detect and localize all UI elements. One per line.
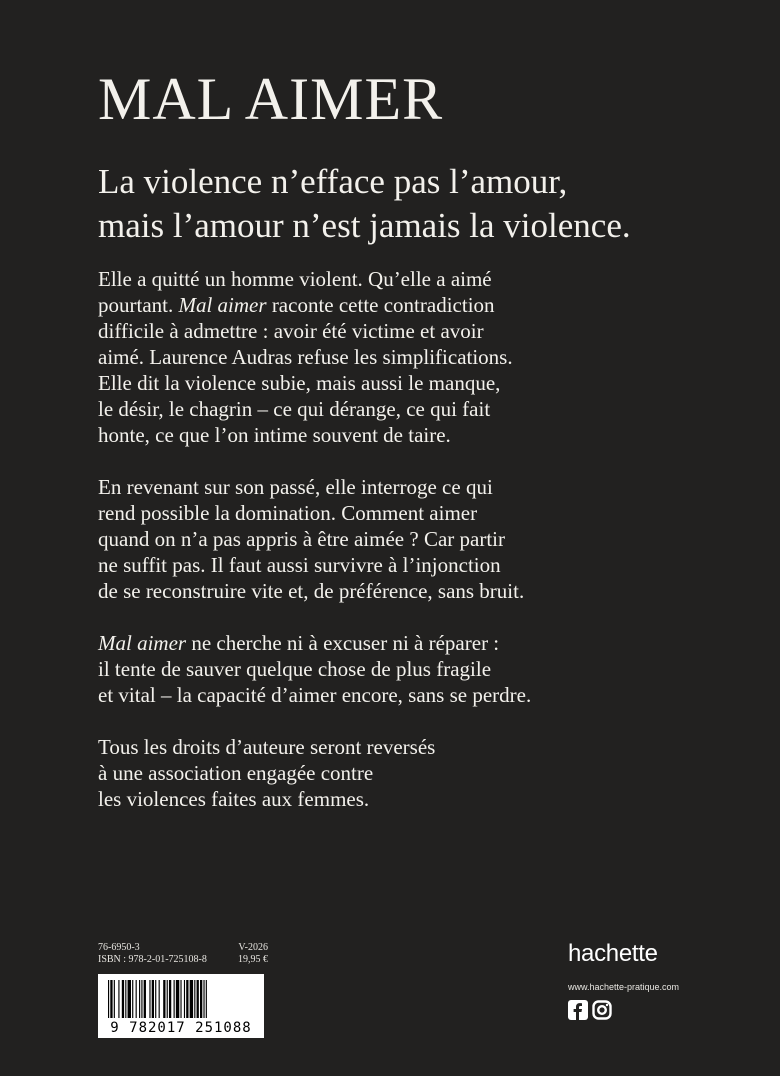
tagline (98, 160, 631, 248)
text-line: aimé. Laurence Audras refuse les simplifications. (98, 345, 513, 369)
barcode-bar (125, 980, 126, 1018)
barcode-bar (144, 980, 146, 1018)
barcode-bar (118, 980, 119, 1018)
barcode-bar (152, 980, 154, 1018)
product-code: 76-6950-3 (98, 942, 140, 953)
price: 19,95 € (238, 954, 268, 965)
barcode-bar (155, 980, 156, 1018)
facebook-icon[interactable] (568, 1000, 588, 1020)
barcode-bar (184, 980, 185, 1018)
barcode-bars (98, 974, 264, 1022)
text-line (98, 630, 718, 656)
barcode-bar (163, 980, 165, 1018)
version-code: V-2026 (238, 942, 268, 953)
book-metadata (98, 942, 268, 966)
barcode-digits: 9 782017 251088 (110, 1020, 252, 1036)
blurb-paragraph-1 (98, 266, 718, 448)
barcode-bar (114, 980, 115, 1018)
text-line: difficile à admettre : avoir été victime et avoir (98, 319, 484, 343)
social-icons (568, 1000, 612, 1020)
book-title: MAL AIMER (98, 66, 444, 132)
text-span: ne cherche ni à excuser ni à réparer : (186, 631, 500, 655)
barcode-bar (206, 980, 207, 1018)
barcode-bar (136, 980, 137, 1018)
book-title-italic: Mal aimer (98, 631, 187, 655)
text-line: Elle dit la violence subie, mais aussi le manque, (98, 371, 501, 395)
barcode-bar (200, 980, 202, 1018)
text-line: honte, ce que l’on intime souvent de taire. (98, 423, 451, 447)
text-line: il tente de sauver quelque chose de plus fragile (98, 657, 492, 681)
blurb-paragraph-2 (98, 474, 718, 604)
publisher-website: www.hachette-pratique.com (568, 982, 680, 992)
barcode-bar (122, 980, 124, 1018)
blurb-paragraph-3 (98, 630, 718, 708)
barcode-bar (110, 980, 112, 1018)
text-line: les violences faites aux femmes. (98, 787, 370, 811)
barcode-bar (141, 980, 142, 1018)
blurb-paragraph-4 (98, 734, 718, 812)
text-line: En revenant sur son passé, elle interroge ce qui (98, 475, 493, 499)
blurb (98, 266, 718, 838)
publisher-logo: hachette (568, 940, 658, 967)
barcode-bar (132, 980, 133, 1018)
text-line: le désir, le chagrin – ce qui dérange, ce qui fait (98, 397, 491, 421)
barcode-bar (180, 980, 181, 1018)
barcode-bar (169, 980, 171, 1018)
text-line: ne suffit pas. Il faut aussi survivre à l’injonction (98, 553, 501, 577)
text-span: pourtant. (98, 293, 179, 317)
text-line: rend possible la domination. Comment aimer (98, 501, 478, 525)
text-line: Tous les droits d’auteure seront reversés (98, 735, 436, 759)
tagline-line: mais l’amour n’est jamais la violence. (98, 206, 631, 245)
barcode-bar (176, 980, 179, 1018)
isbn: ISBN : 978-2-01-725108-8 (98, 954, 207, 965)
barcode-bar (128, 980, 131, 1018)
barcode-bar (149, 980, 150, 1018)
book-title-italic: Mal aimer (178, 293, 267, 317)
barcode-bar (190, 980, 193, 1018)
text-line: quand on n’a pas appris à être aimée ? Car partir (98, 527, 505, 551)
text-line: Elle a quitté un homme violent. Qu’elle a aimé (98, 267, 492, 291)
barcode-bar (174, 980, 175, 1018)
barcode-bar (197, 980, 199, 1018)
text-line: et vital – la capacité d’aimer encore, sans se perdre. (98, 683, 532, 707)
barcode-bar (186, 980, 188, 1018)
text-line: de se reconstruire vite et, de préférence, sans bruit. (98, 579, 525, 603)
barcode-bar (108, 980, 109, 1018)
text-span: raconte cette contradiction (266, 293, 495, 317)
barcode-bar (203, 980, 204, 1018)
instagram-icon[interactable] (592, 1000, 612, 1020)
barcode-bar (194, 980, 195, 1018)
barcode-bar (139, 980, 140, 1018)
barcode-bar (167, 980, 168, 1018)
tagline-line: La violence n’efface pas l’amour, (98, 162, 568, 201)
text-line (98, 292, 718, 318)
barcode-bar (159, 980, 160, 1018)
text-line: à une association engagée contre (98, 761, 374, 785)
barcode (98, 974, 264, 1038)
